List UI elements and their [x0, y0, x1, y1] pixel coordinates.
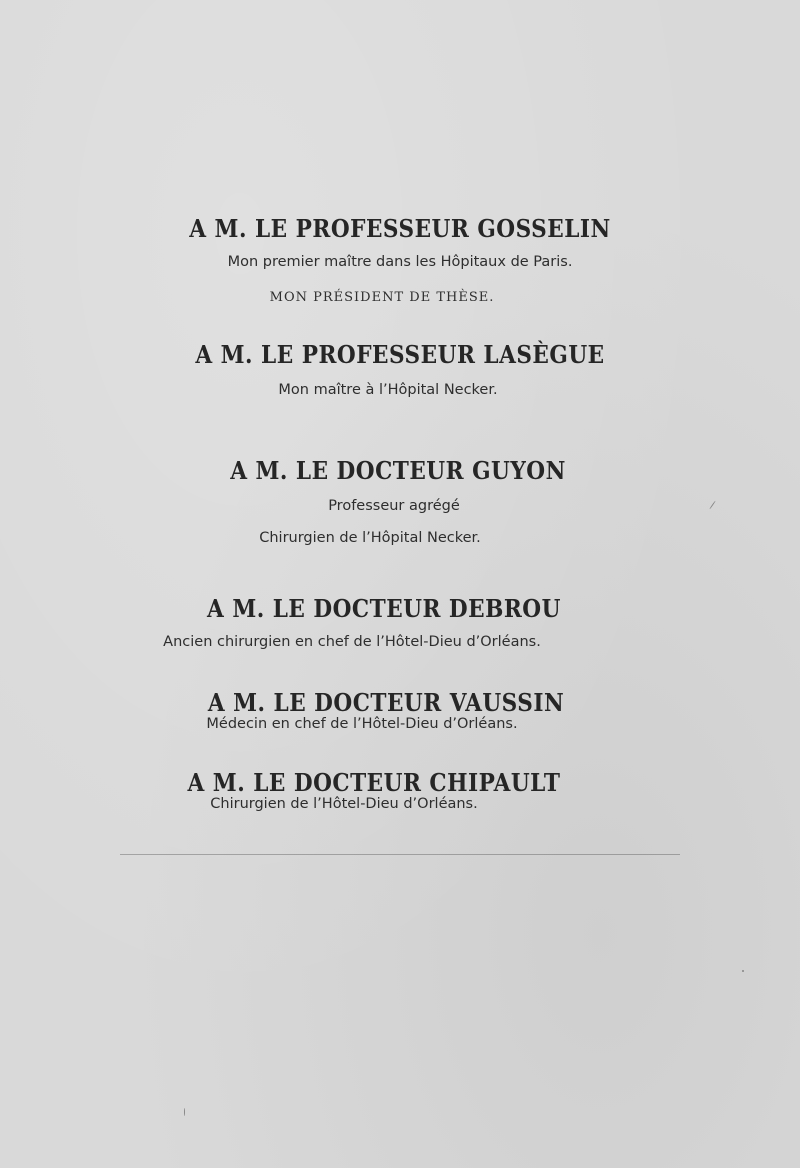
dedication-2-subtitle: Mon maître à l’Hôpital Necker.: [278, 382, 498, 398]
dedication-6-title: A M. LE DOCTEUR CHIPAULT: [187, 768, 561, 797]
dedication-3-title: A M. LE DOCTEUR GUYON: [230, 456, 566, 485]
dedication-4-title: A M. LE DOCTEUR DEBROU: [207, 594, 561, 623]
dedication-5-subtitle: Médecin en chef de l’Hôtel-Dieu d’Orléans.: [206, 716, 518, 732]
paper-speck: [184, 1108, 185, 1116]
dedication-1-title: A M. LE PROFESSEUR GOSSELIN: [189, 214, 611, 243]
thesis-president-note: MON PRÉSIDENT DE THÈSE.: [269, 290, 495, 305]
dedication-1-subtitle: Mon premier maître dans les Hôpitaux de Paris.: [227, 254, 573, 270]
dedication-4-subtitle: Ancien chirurgien en chef de l’Hôtel-Dieu d’Orléans.: [163, 634, 541, 650]
dedication-3-subtitle: Professeur agrégé: [328, 498, 460, 514]
paper-speck: [742, 970, 744, 972]
dedication-3-subtitle-2: Chirurgien de l’Hôpital Necker.: [259, 530, 481, 546]
dedication-6-subtitle: Chirurgien de l’Hôtel-Dieu d’Orléans.: [210, 796, 478, 812]
dedication-5-title: A M. LE DOCTEUR VAUSSIN: [207, 688, 565, 717]
dedication-2-title: A M. LE PROFESSEUR LASÈGUE: [195, 340, 605, 369]
bottom-rule: [120, 854, 680, 855]
